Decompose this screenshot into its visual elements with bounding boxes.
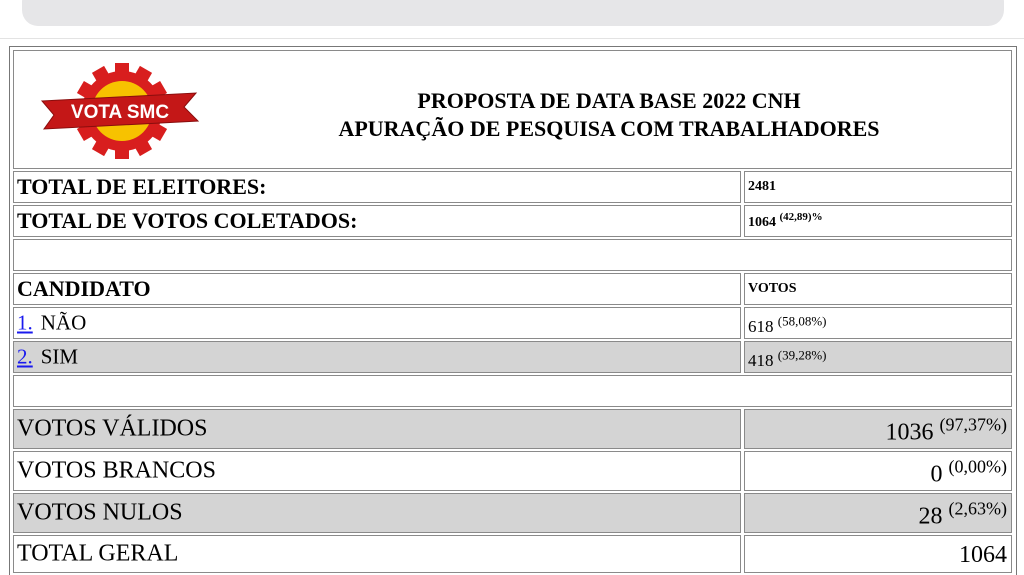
votos-brancos-value-cell	[744, 451, 1012, 491]
candidate-link-2[interactable]: 2.	[17, 344, 33, 369]
header-cell	[13, 50, 1012, 169]
spacer-row	[13, 375, 1012, 407]
total-eleitores-label: TOTAL DE ELEITORES:	[17, 174, 267, 199]
candidate-votes-sim-cell	[744, 341, 1012, 373]
summary-pct: (97,37%)	[939, 414, 1007, 435]
total-geral-label-cell	[13, 535, 741, 573]
votos-brancos-label-cell	[13, 451, 741, 491]
vota-smc-logo	[34, 63, 204, 159]
total-coletados-label-cell	[13, 205, 741, 237]
candidate-row-nao	[13, 307, 741, 339]
candidate-name: SIM	[40, 344, 79, 369]
votos-nulos-value-cell	[744, 493, 1012, 533]
candidato-header: CANDIDATO	[17, 276, 151, 301]
candidate-name: NÃO	[40, 310, 87, 335]
results-document	[9, 46, 1017, 575]
summary-pct: (0,00%)	[948, 456, 1007, 477]
candidate-votes: 618	[748, 317, 774, 337]
total-eleitores-value-cell	[744, 171, 1012, 203]
summary-label: VOTOS BRANCOS	[17, 457, 216, 484]
summary-pct: (2,63%)	[948, 498, 1007, 519]
summary-label: VOTOS NULOS	[17, 499, 183, 526]
total-coletados-pct: (42,89)%	[779, 211, 823, 224]
summary-label: TOTAL GERAL	[17, 540, 179, 567]
summary-value: 28	[918, 503, 943, 530]
candidate-link-1[interactable]: 1.	[17, 310, 33, 335]
candidate-votes-nao-cell	[744, 307, 1012, 339]
votos-validos-value-cell	[744, 409, 1012, 449]
votos-nulos-label-cell	[13, 493, 741, 533]
summary-value: 1036	[885, 419, 934, 446]
total-geral-value-cell	[744, 535, 1012, 573]
spacer-row	[13, 239, 1012, 271]
total-eleitores-value: 2481	[748, 179, 776, 194]
page-title-line-2: APURAÇÃO DE PESQUISA COM TRABALHADORES	[338, 116, 880, 141]
candidato-header-cell	[13, 273, 741, 305]
votos-header: VOTOS	[748, 281, 797, 296]
candidate-votes: 418	[748, 351, 774, 371]
total-eleitores-label-cell	[13, 171, 741, 203]
address-bar[interactable]	[22, 0, 1004, 26]
votos-header-cell	[744, 273, 1012, 305]
summary-value: 0	[930, 461, 943, 488]
page-title-line-1: PROPOSTA DE DATA BASE 2022 CNH	[417, 88, 801, 113]
browser-top-bar	[0, 0, 1024, 39]
candidate-pct: (39,28%)	[777, 347, 827, 363]
summary-value: 1064	[959, 541, 1007, 568]
total-coletados-value-cell	[744, 205, 1012, 237]
total-coletados-value: 1064	[748, 214, 776, 230]
summary-label: VOTOS VÁLIDOS	[17, 415, 208, 442]
logo-text: VOTA SMC	[70, 102, 170, 123]
candidate-pct: (58,08%)	[777, 313, 827, 329]
total-coletados-label: TOTAL DE VOTOS COLETADOS:	[17, 208, 358, 233]
candidate-row-sim	[13, 341, 741, 373]
votos-validos-label-cell	[13, 409, 741, 449]
